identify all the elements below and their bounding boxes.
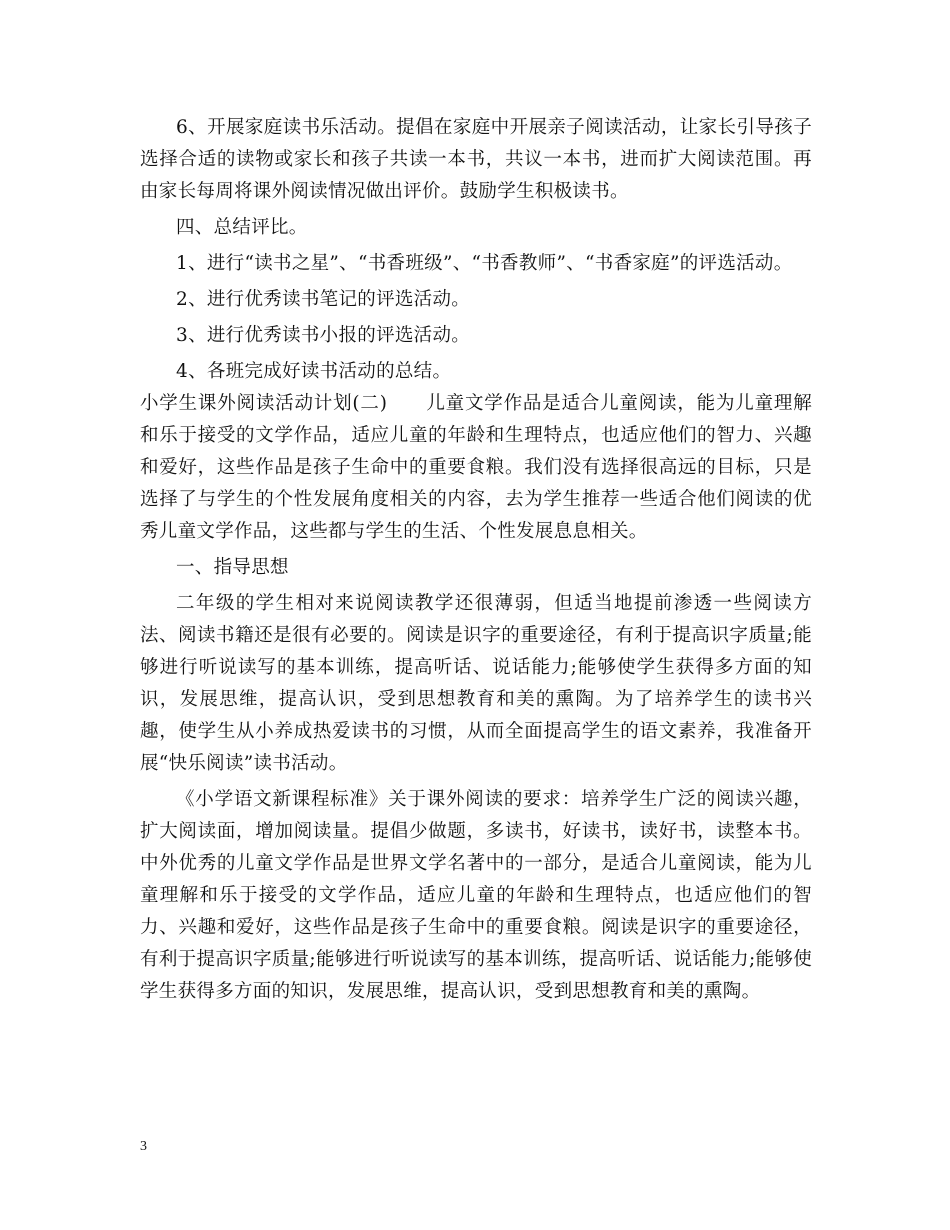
list-item-reading-notes: 2、进行优秀读书笔记的评选活动。 — [176, 289, 471, 310]
paragraph-plan-two-intro: 小学生课外阅读活动计划(二) 儿童文学作品是适合儿童阅读，能为儿童理解和乐于接受的文学作品，适应儿童的年龄和生理特点，也适应他们的智力、兴趣和爱好，这些作品是孩子生命中的重要食粮。我们没有选择很高远的目标，只是选择了与学生的个性发展角度相关的内容，去为学生推荐一些适合他们阅读的优秀儿童文学作品，这些都与学生的生活、个性发展息息相关。 — [140, 393, 812, 542]
document-body — [140, 112, 812, 1008]
page-number: 3 — [140, 1139, 147, 1154]
paragraph-family-reading: 6、开展家庭读书乐活动。提倡在家庭中开展亲子阅读活动，让家长引导孩子选择合适的读物或家长和孩子共读一本书，共议一本书，进而扩大阅读范围。再由家长每周将课外阅读情况做出评价。鼓励学生积极读书。 — [140, 117, 812, 202]
paragraph-guiding-thought: 二年级的学生相对来说阅读教学还很薄弱，但适当地提前渗透一些阅读方法、阅读书籍还是很有必要的。阅读是识字的重要途径，有利于提高识字质量;能够进行听说读写的基本训练，提高听话、说话能力;能够使学生获得多方面的知识，发展思维，提高认识，受到思想教育和美的熏陶。为了培养学生的读书兴趣，使学生从小养成热爱读书的习惯，从而全面提高学生的语文素养，我准备开展“快乐阅读”读书活动。 — [140, 593, 812, 774]
list-item-reading-newspaper: 3、进行优秀读书小报的评选活动。 — [176, 325, 471, 346]
paragraph-curriculum-standard: 《小学语文新课程标准》关于课外阅读的要求：培养学生广泛的阅读兴趣，扩大阅读面，增加阅读量。提倡少做题，多读书，好读书，读好书，读整本书。中外优秀的儿童文学作品是世界文学名著中的一部分，是适合儿童阅读，能为儿童理解和乐于接受的文学作品，适应儿童的年龄和生理特点，也适应他们的智力、兴趣和爱好，这些作品是孩子生命中的重要食粮。阅读是识字的重要途径，有利于提高识字质量;能够进行听说读写的基本训练，提高听话、说话能力;能够使学生获得多方面的知识，发展思维，提高认识，受到思想教育和美的熏陶。 — [140, 789, 812, 1002]
section-heading-guiding-thought: 一、指导思想 — [176, 557, 289, 578]
section-heading-summary: 四、总结评比。 — [176, 217, 308, 238]
list-item-class-summary: 4、各班完成好读书活动的总结。 — [176, 361, 452, 382]
list-item-reading-star: 1、进行“读书之星”、“书香班级”、“书香教师”、“书香家庭”的评选活动。 — [176, 253, 793, 274]
